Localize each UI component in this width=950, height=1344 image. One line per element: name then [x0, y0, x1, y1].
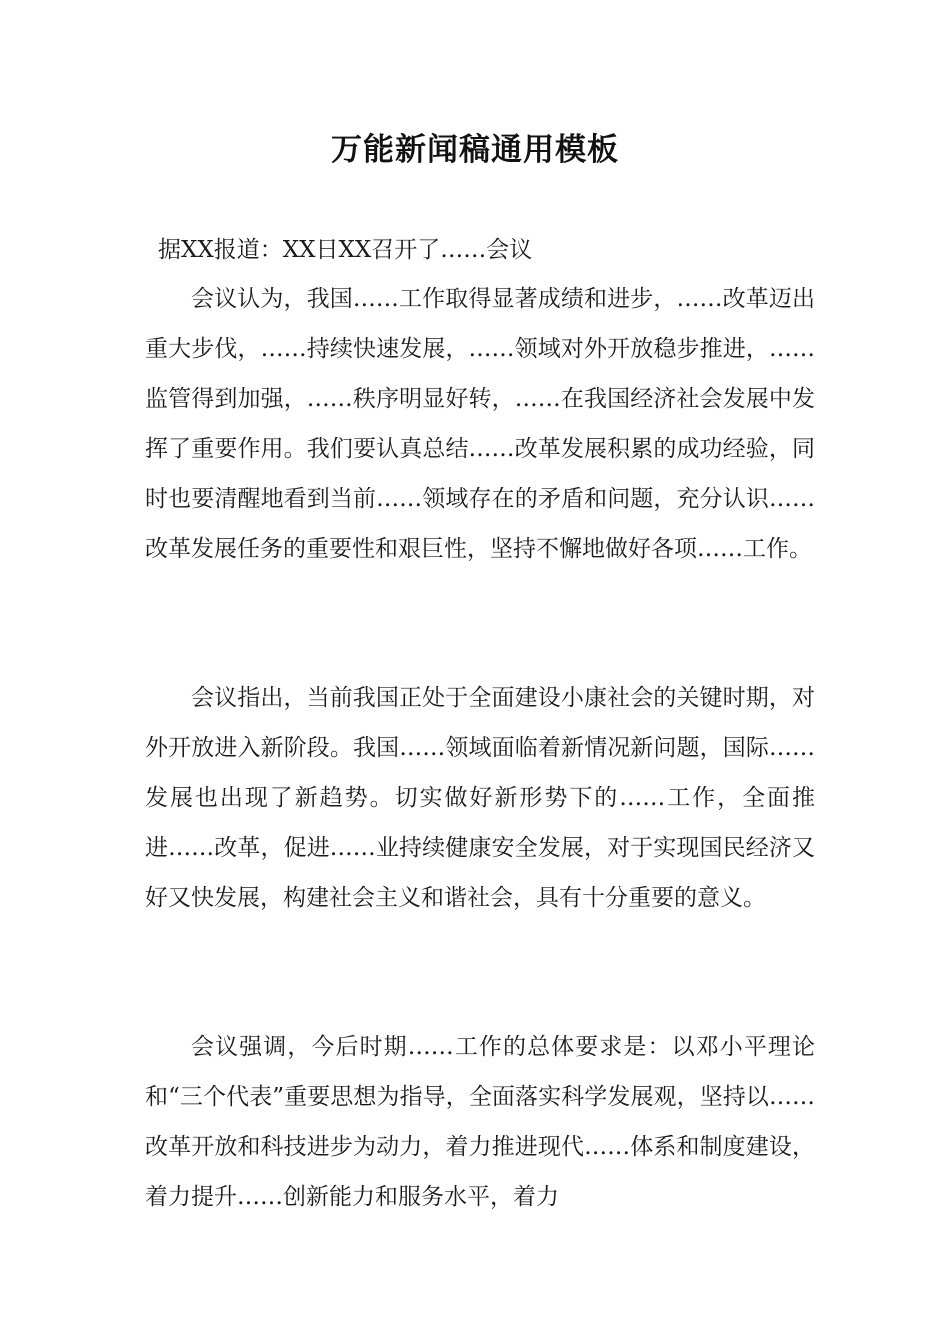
- document-title: 万能新闻稿通用模板: [331, 132, 619, 168]
- lead-line: 据XX报道：XX日XX召开了……会议: [158, 237, 533, 263]
- paragraph-1: 会议认为，我国……工作取得显著成绩和进步，……改革迈出重大步伐，……持续快速发展，……领域对外开放稳步推进，……监管得到加强，……秩序明显好转，……在我国经济社会发展中发挥了重要作用。我们要认真总结……改革发展积累的成功经验，同时也要清醒地看到当前……领域存在的矛盾和问题，充分认识……改革发展任务的重要性和艰巨性，坚持不懈地做好各项……工作。: [145, 286, 815, 562]
- paragraph-3: 会议强调，今后时期……工作的总体要求是：以邓小平理论和“三个代表”重要思想为指导，全面落实科学发展观，坚持以……改革开放和科技进步为动力，着力推进现代……体系和制度建设，着力提升……创新能力和服务水平，着力: [145, 1034, 815, 1210]
- paragraph-2: 会议指出，当前我国正处于全面建设小康社会的关键时期，对外开放进入新阶段。我国……领域面临着新情况新问题，国际……发展也出现了新趋势。切实做好新形势下的……工作，全面推进……改革，促进……业持续健康安全发展，对于实现国民经济又好又快发展，构建社会主义和谐社会，具有十分重要的意义。: [145, 685, 815, 911]
